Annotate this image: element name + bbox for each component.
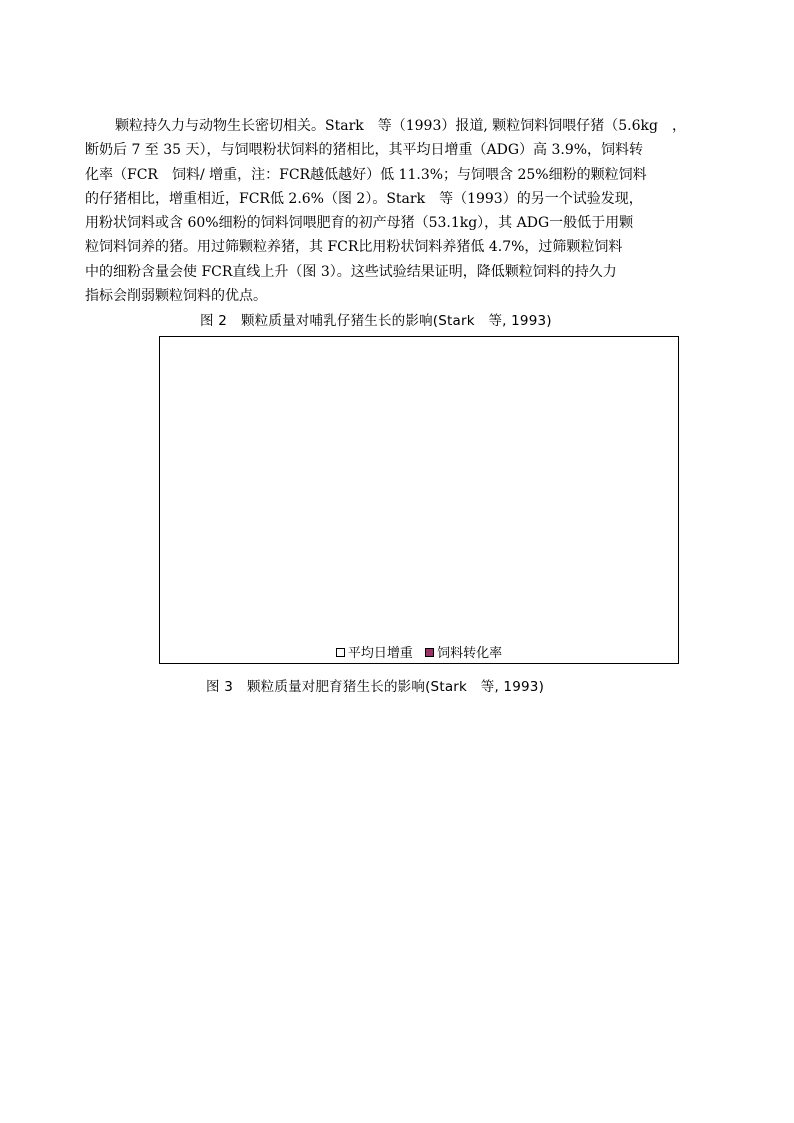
legend-swatch-adg [336,648,345,657]
chart-frame [159,336,679,664]
paragraph-line: 中的细粉含量会使 FCR直线上升（图 3）。这些试验结果证明，降低颗粒饲料的持久力 [85,263,617,280]
paragraph-line: 化率（FCR 饲料/ 增重，注：FCR越低越好）低 11.3%；与饲喂含 25%细粉的颗粒饲料 [85,166,647,183]
figure-2-caption [200,309,552,329]
figure-2-title: 颗粒质量对哺乳仔猪生长的影响(Stark 等, 1993) [240,313,552,329]
figure-2-number: 图 2 [200,313,227,329]
legend-item-adg [336,642,413,661]
paragraph-line: 颗粒持久力与动物生长密切相关。Stark 等（1993）报道, 颗粒饲料饲喂仔猪（5.6kg ， [115,118,686,134]
paragraph-line: 用粉状饲料或含 60%细粉的饲料饲喂肥育的初产母猪（53.1kg），其 ADG一般低于用颗 [85,215,634,232]
paragraph-line: 指标会削弱颗粒饲料的优点。 [85,288,267,305]
paragraph-line: 断奶后 7 至 35 天），与饲喂粉状饲料的猪相比，其平均日增重（ADG）高 3.9%，饲料转 [85,142,644,159]
paragraph-line: 粒饲料饲养的猪。用过筛颗粒养猪，其 FCR比用粉状饲料养猪低 4.7%，过筛颗粒饲料 [85,239,623,256]
legend-swatch-fcr [425,648,434,657]
legend-label-fcr: 饲料转化率 [437,646,503,661]
figure-3-number: 图 3 [206,679,233,695]
figure-3-title: 颗粒质量对肥育猪生长的影响(Stark 等, 1993) [246,679,545,695]
figure-3-caption [206,675,544,695]
body-paragraph [85,114,710,308]
legend-label-adg: 平均日增重 [347,646,413,661]
legend-item-fcr [425,642,502,661]
paragraph-line: 的仔猪相比，增重相近，FCR低 2.6%（图 2）。Stark 等（1993）的另一个试验发现， [85,190,643,207]
chart-legend [160,642,678,661]
